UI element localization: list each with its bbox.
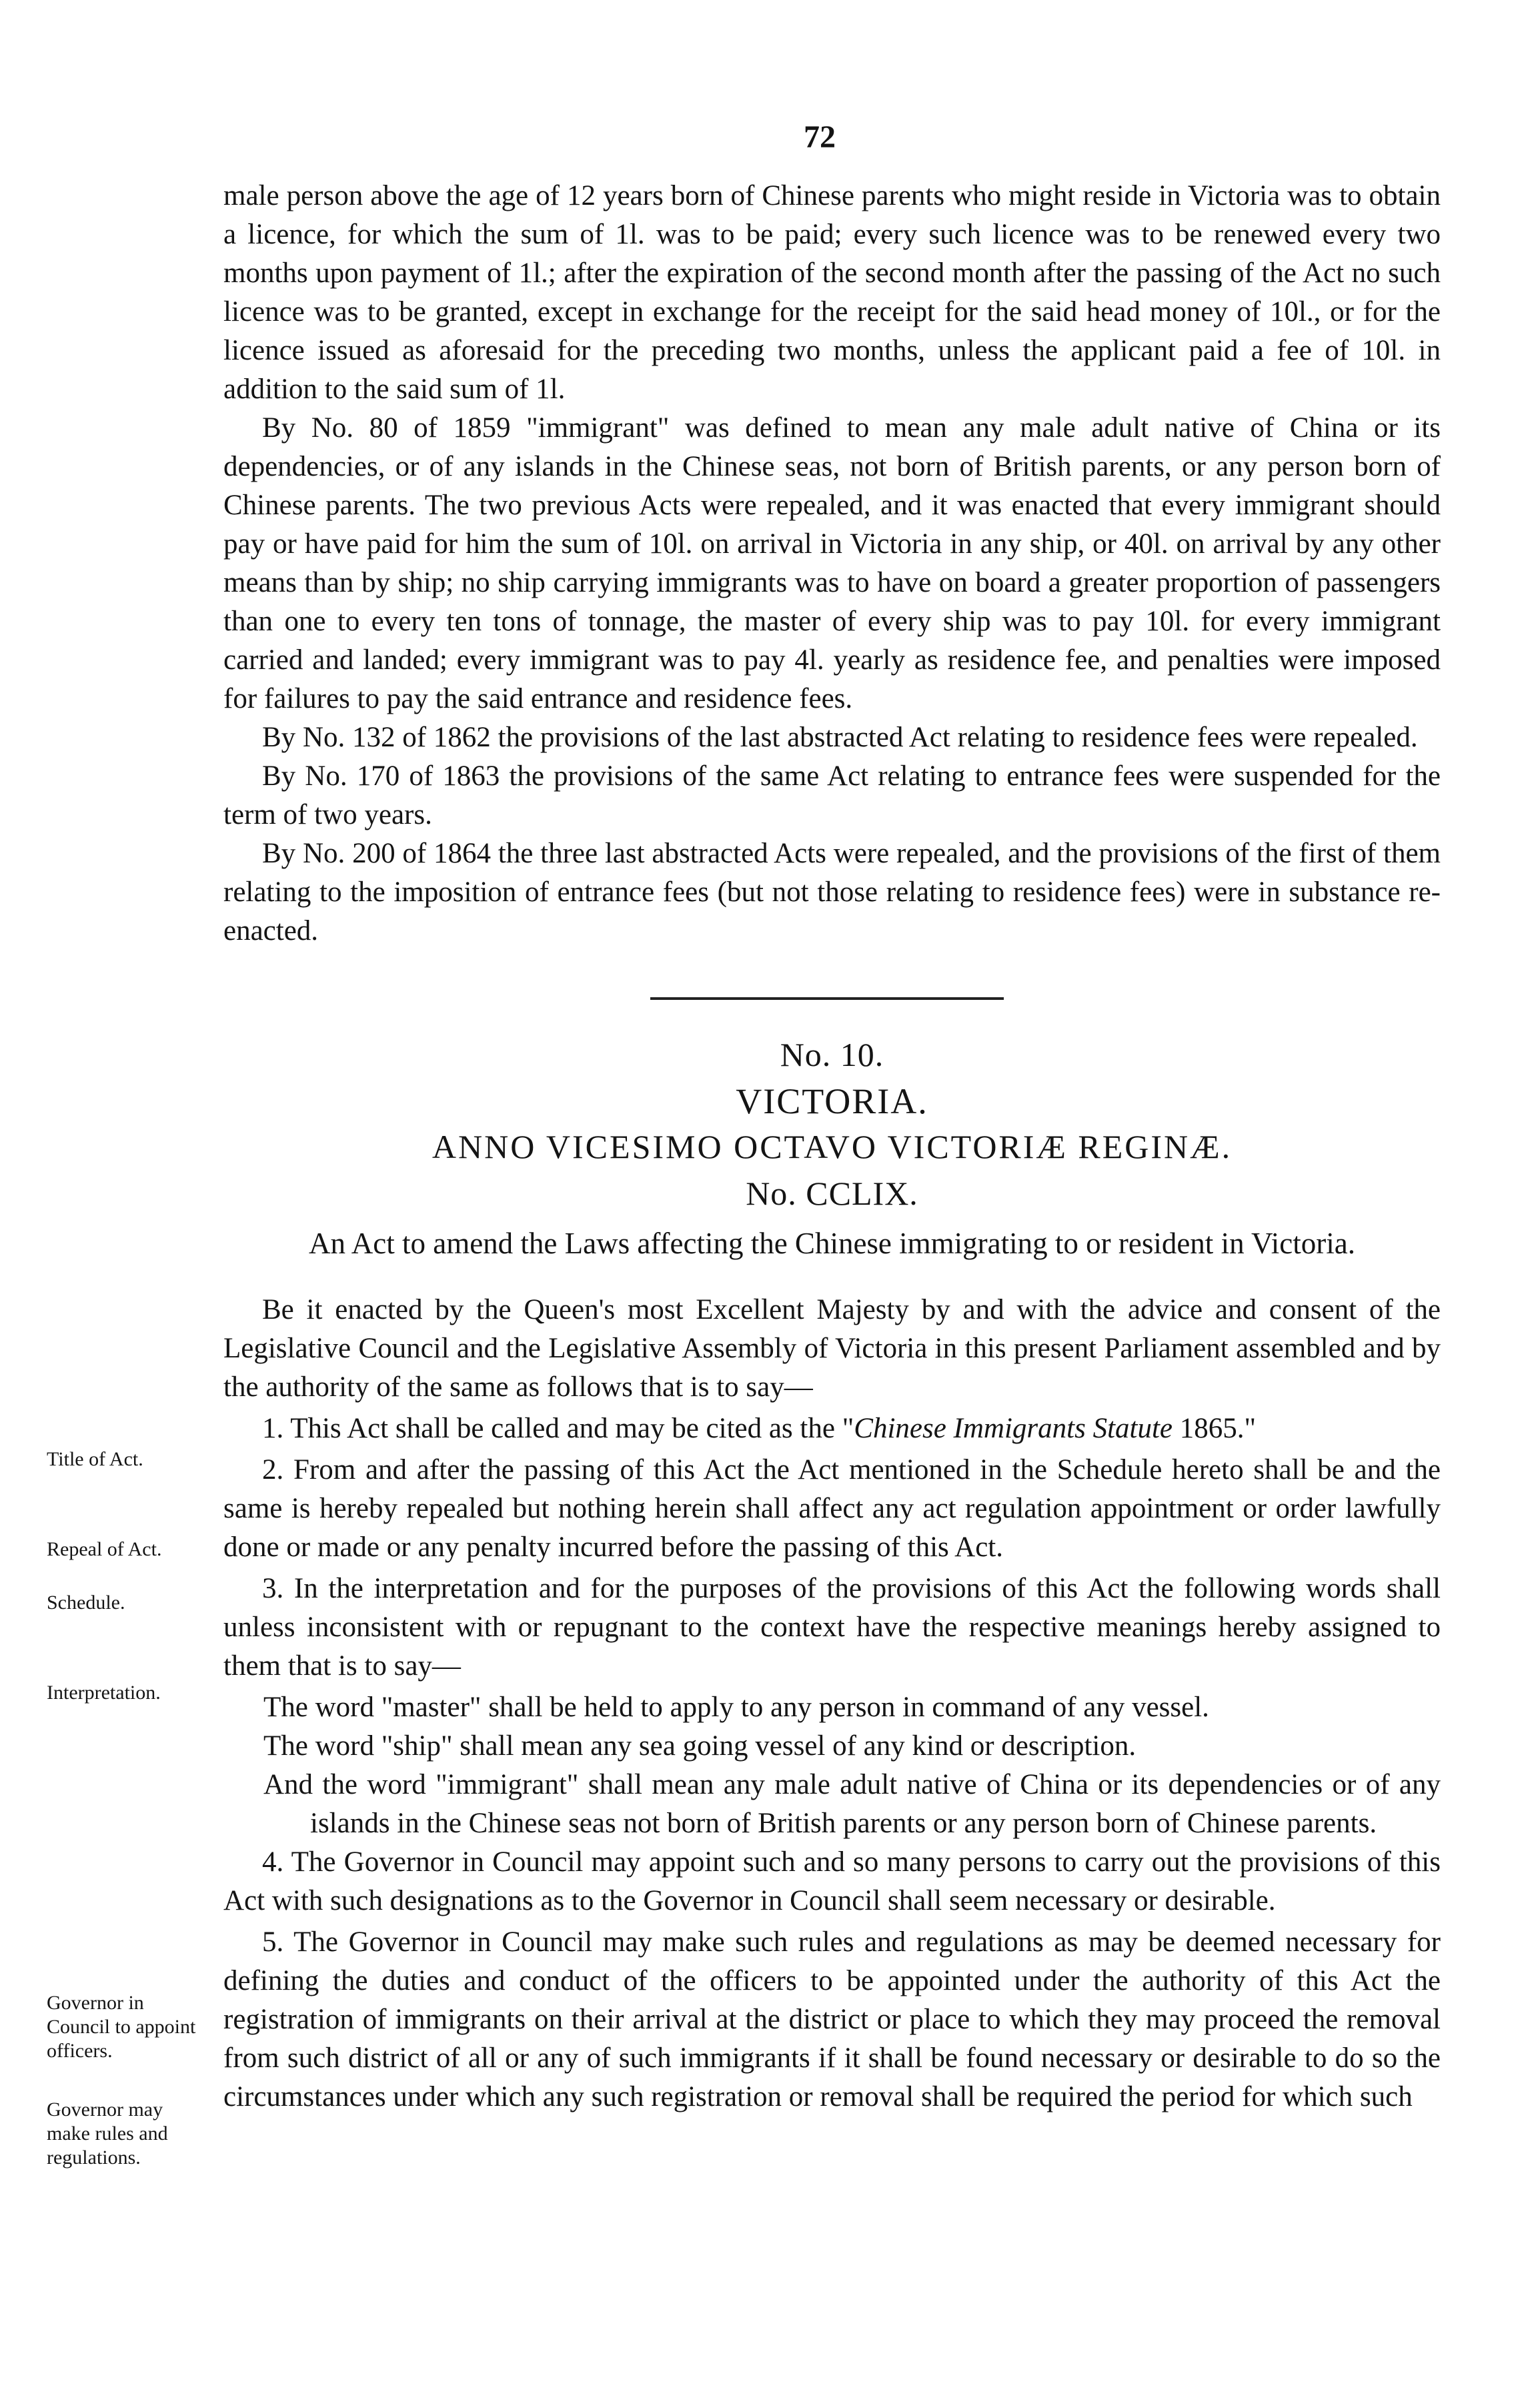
section-3: 3. In the interpretation and for the purposes of the provisions of this Act the following words shall unless inconsistent with or repugnant to the context have the respective meanings hereby assigned to them that is to say— <box>223 1573 1441 1682</box>
margin-note-rules: Governor may make rules and regulations. <box>47 2098 168 2169</box>
act-long-title: An Act to amend the Laws affecting the Chinese immigrating to or resident in Victoria. <box>308 1227 1355 1260</box>
act-roman-number: No. CCLIX. <box>746 1175 918 1212</box>
act-body <box>223 1291 1441 2119</box>
section-1-year: 1865." <box>1173 1413 1257 1444</box>
section-2: 2. From and after the passing of this Act the Act mentioned in the Schedule hereto shall be and the same is hereby repealed but nothing herein shall affect any act regulation appointment or order lawfully done or made or any penalty incurred before the passing of this Act. <box>223 1454 1441 1563</box>
section-5: 5. The Governor in Council may make such rules and regulations as may be deemed necessary for defining the duties and conduct of the officers to be appointed under the authority of this Act the registration of immigrants on their arrival at the district or place to which they may proceed the removal from such district of all or any of such immigrants if it shall be found necessary or desirable to do so the circumstances under which any such registration or removal shall be required the period for which such <box>223 1926 1441 2113</box>
enacting-clause: Be it enacted by the Queen's most Excellent Majesty by and with the advice and consent of the Legislative Council and the Legislative Assembly of Victoria in this present Parliament assembled and by the authority of the same as follows that is to say— <box>223 1294 1441 1403</box>
margin-note-title: Title of Act. <box>47 1448 143 1470</box>
section-1-text: 1. This Act shall be called and may be cited as the " <box>262 1413 854 1444</box>
definition-master: The word "master" shall be held to apply to any person in command of any vessel. <box>263 1692 1209 1723</box>
intro-paragraph: male person above the age of 12 years born of Chinese parents who might reside in Victoria was to obtain a licence, for which the sum of 1l. was to be paid; every such licence was to be renewed every two months upon payment of 1l.; after the expiration of the second month after the passing of the Act no such licence was to be granted, except in exchange for the receipt for the said head money of 10l., or for the licence issued as aforesaid for the preceding two months, unless the applicant paid a fee of 10l. in addition to the said sum of 1l. <box>223 180 1441 405</box>
intro-paragraph: By No. 200 of 1864 the three last abstracted Acts were repealed, and the provisions of the first of them relating to the imposition of entrance fees (but not those relating to residence fees) were in substance re-enacted. <box>223 838 1441 947</box>
statute-short-title: Chinese Immigrants Statute <box>854 1413 1173 1444</box>
definition-ship: The word "ship" shall mean any sea going vessel of any kind or description. <box>263 1730 1136 1762</box>
intro-text <box>223 177 1441 951</box>
page-number: 72 <box>804 119 836 155</box>
margin-note-governor: Governor in Council to appoint officers. <box>47 1992 196 2062</box>
regnal-year-heading: ANNO VICESIMO OCTAVO VICTORIÆ REGINÆ. <box>432 1128 1233 1165</box>
margin-note-schedule: Schedule. <box>47 1592 125 1614</box>
act-number-heading: No. 10. <box>780 1036 884 1073</box>
section-divider <box>650 997 1004 1000</box>
margin-note-interpretation: Interpretation. <box>47 1682 161 1704</box>
margin-note-repeal: Repeal of Act. <box>47 1538 162 1560</box>
intro-paragraph: By No. 170 of 1863 the provisions of the same Act relating to entrance fees were suspended for the term of two years. <box>223 760 1441 830</box>
definition-immigrant: And the word "immigrant" shall mean any male adult native of China or its dependencies or of any islands in the Chinese seas not born of British parents or any person born of Chinese parents. <box>263 1769 1441 1839</box>
state-heading: VICTORIA. <box>736 1081 928 1121</box>
intro-paragraph: By No. 132 of 1862 the provisions of the last abstracted Act relating to residence fees were repealed. <box>262 722 1418 753</box>
section-4: 4. The Governor in Council may appoint such and so many persons to carry out the provisions of this Act with such designations as to the Governor in Council shall seem necessary or desirable. <box>223 1846 1441 1916</box>
section-1 <box>223 1409 1441 1448</box>
intro-paragraph: By No. 80 of 1859 "immigrant" was defined to mean any male adult native of China or its dependencies, or of any islands in the Chinese seas, not born of British parents, or any person born of Chinese parents. The two previous Acts were repealed, and it was enacted that every immigrant should pay or have paid for him the sum of 10l. on arrival in Victoria in any ship, or 40l. on arrival by any other means than by ship; no ship carrying immigrants was to have on board a greater proportion of passengers than one to every ten tons of tonnage, the master of every ship was to pay 10l. for every immigrant carried and landed; every immigrant was to pay 4l. yearly as residence fee, and penalties were imposed for failures to pay the said entrance and residence fees. <box>223 412 1441 714</box>
